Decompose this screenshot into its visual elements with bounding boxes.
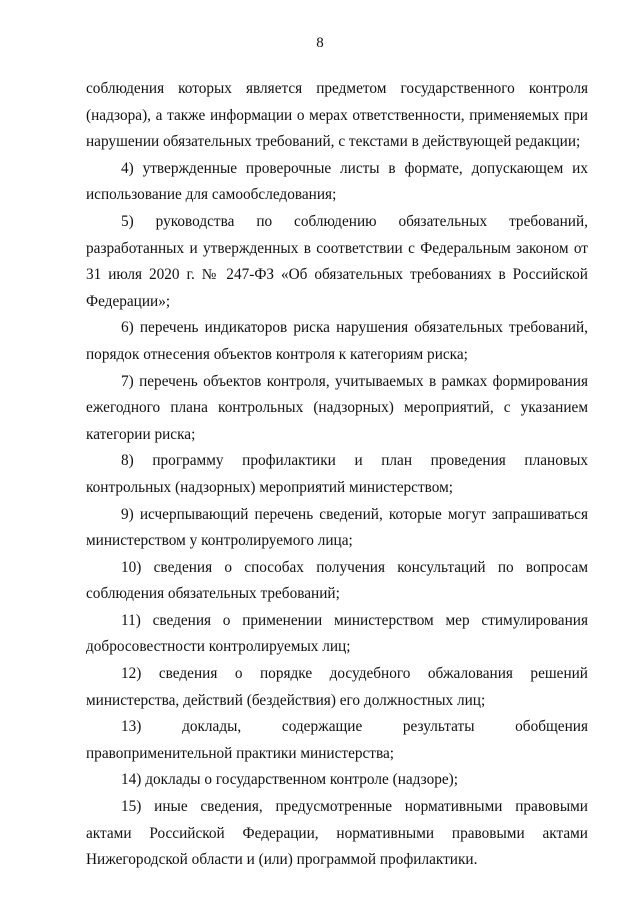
list-item-13: 13) доклады, содержащие результаты обобщения правоприменительной практики министерства;	[86, 718, 588, 762]
page-number: 8	[316, 35, 324, 51]
list-item-11: 11) сведения о применении министерством мер стимулирования добросовестности контролируемых лиц;	[86, 611, 588, 656]
list-item-9: 9) исчерпывающий перечень сведений, которые могут запрашиваться министерством у контролируемого лица;	[86, 505, 588, 550]
list-item-6: 6) перечень индикаторов риска нарушения обязательных требований, порядок отнесения объектов контроля к категориям риска;	[86, 319, 588, 363]
list-item-5: 5) руководства по соблюдению обязательных требований, разработанных и утвержденных в соответствии с Федеральным законом от 31 июля 2020 г. № 247-ФЗ «Об обязательных требованиях в Российской Федерации»;	[86, 212, 588, 310]
list-item-15: 15) иные сведения, предусмотренные нормативными правовыми актами Российской Федерации, нормативными правовыми актами Нижегородской области и (или) программой профилактики.	[86, 798, 588, 869]
document-body	[86, 76, 588, 874]
paragraph-continuation: соблюдения которых является предметом государственного контроля (надзора), а также информации о мерах ответственности, применяемых при нарушении обязательных требований, с текстами в действующей редакции;	[86, 80, 588, 151]
list-item-14: 14) доклады о государственном контроле (надзоре);	[121, 771, 459, 789]
list-item-10: 10) сведения о способах получения консультаций по вопросам соблюдения обязательных требований;	[86, 558, 588, 603]
list-item-8: 8) программу профилактики и план проведения плановых контрольных (надзорных) мероприятий министерством;	[86, 452, 588, 496]
list-item-12: 12) сведения о порядке досудебного обжалования решений министерства, действий (бездействия) его должностных лиц;	[86, 665, 588, 709]
list-item-4: 4) утвержденные проверочные листы в формате, допускающем их использование для самообследования;	[86, 159, 588, 204]
list-item-7: 7) перечень объектов контроля, учитываемых в рамках формирования ежегодного плана контрольных (надзорных) мероприятий, с указанием категории риска;	[86, 372, 588, 443]
